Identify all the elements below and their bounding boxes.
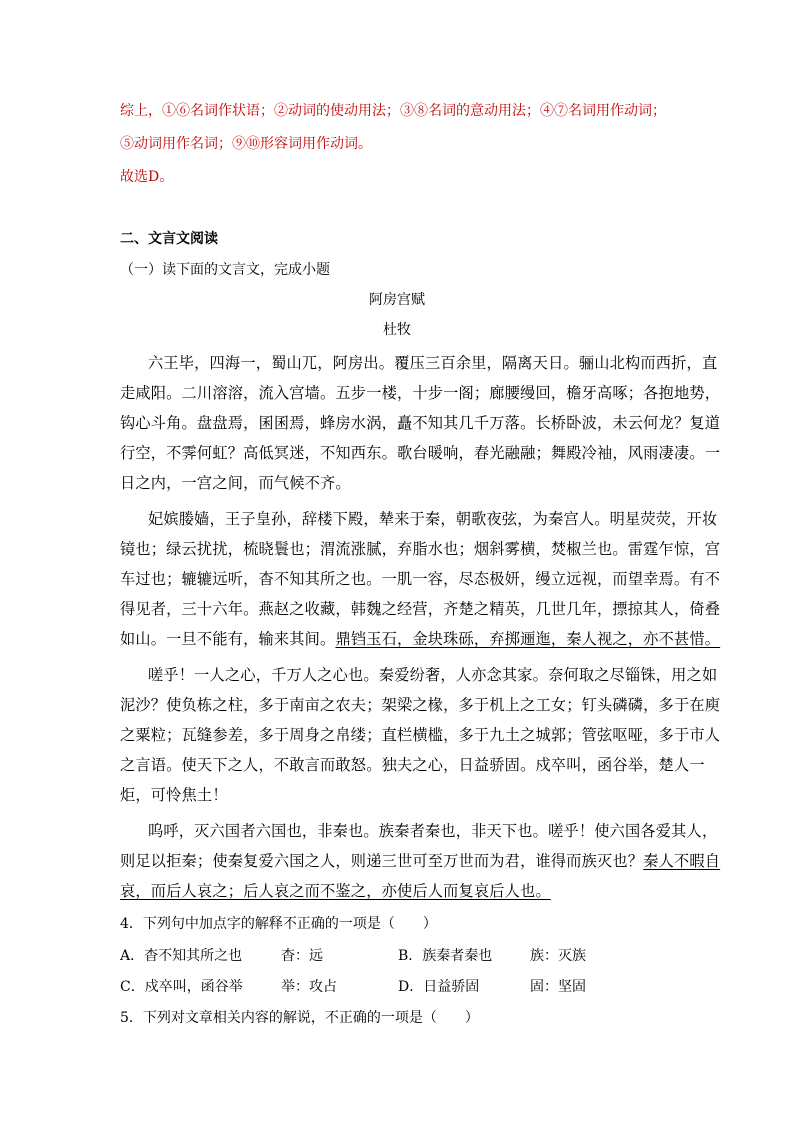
passage-line: 日之内，一宫之间，而气候不齐。 (120, 474, 351, 492)
underlined-sentence: 鼎铛玉石，金块珠砾，弃掷逦迤，秦人视之，亦不甚惜。 (335, 630, 721, 648)
passage-line: 嗟乎！一人之心，千万人之心也。秦爱纷奢，人亦念其家。奈何取之尽锱铢，用之如 (148, 666, 718, 684)
passage-text: 则足以拒秦；使秦复爱六国之人，则递三世可至万世而为君，谁得而族灭也？ (120, 852, 644, 870)
question-4-option-b-gloss: 族：灭族 (530, 948, 586, 964)
passage-line: 炬，可怜焦土！ (120, 786, 228, 804)
question-4-option-a-gloss: 杳：远 (281, 948, 323, 964)
passage-line-underlined (120, 881, 551, 901)
passage-line: 得见者，三十六年。燕赵之收藏，韩魏之经营，齐楚之精英，几世几年，摽掠其人，倚叠 (120, 600, 721, 618)
passage-line-with-underline (120, 629, 720, 649)
question-4-option-a: A．杳不知其所之也 (120, 948, 243, 964)
underlined-sentence: 哀，而后人哀之；后人哀之而不鉴之，亦使后人而复哀后人也。 (120, 882, 551, 900)
answer-choice-line: 故选D。 (120, 169, 174, 185)
answer-summary-line-2: ⑤动词用作名词；⑨⑩形容词用作动词。 (120, 136, 372, 152)
section-subheading: （一）读下面的文言文，完成小题 (120, 262, 330, 278)
question-4-stem: 4．下列句中加点字的解释不正确的一项是（ ） (120, 916, 437, 932)
question-4-option-c: C．戍卒叫，函谷举 (120, 979, 243, 995)
question-4-option-b: B．族秦者秦也 (398, 948, 493, 964)
passage-line: 妃嫔媵嫱，王子皇孙，辞楼下殿，辇来于秦，朝歌夜弦，为秦宫人。明星荧荧，开妆 (148, 510, 718, 528)
question-4-option-c-gloss: 举：攻占 (281, 979, 337, 995)
passage-author: 杜牧 (383, 322, 411, 338)
passage-line: 车过也；辘辘远听，杳不知其所之也。一肌一容，尽态极妍，缦立远视，而望幸焉。有不 (120, 570, 721, 588)
passage-line: 之言语。使天下之人，不敢言而敢怒。独夫之心，日益骄固。戍卒叫，函谷举，楚人一 (120, 756, 705, 774)
passage-text: 如山。一旦不能有，输来其间。 (120, 630, 336, 648)
passage-line: 六王毕，四海一，蜀山兀，阿房出。覆压三百余里，隔离天日。骊山北构而西折，直 (148, 354, 718, 372)
passage-line: 之粟粒；瓦缝参差，多于周身之帛缕；直栏横槛，多于九土之城郭；管弦呕哑，多于市人 (120, 726, 721, 744)
passage-line: 呜呼，灭六国者六国也，非秦也。族秦者秦也，非天下也。嗟乎！使六国各爱其人， (148, 822, 718, 840)
answer-summary-line-1: 综上，①⑥名词作状语；②动词的使动用法；③⑧名词的意动用法；④⑦名词用作动词； (120, 103, 666, 119)
passage-line-with-underline (120, 851, 720, 871)
question-5-stem: 5．下列对文章相关内容的解说，不正确的一项是（ ） (120, 1010, 479, 1026)
passage-line: 钩心斗角。盘盘焉，囷囷焉，蜂房水涡，矗不知其几千万落。长桥卧波，未云何龙？复道 (120, 414, 721, 432)
passage-line: 镜也；绿云扰扰，梳晓鬟也；渭流涨腻，弃脂水也；烟斜雾横，焚椒兰也。雷霆乍惊，宫 (120, 540, 721, 558)
underlined-sentence: 秦人不暇自 (643, 852, 721, 870)
passage-line: 行空，不霁何虹？高低冥迷，不知西东。歌台暖响，春光融融；舞殿冷袖，风雨凄凄。一 (120, 444, 721, 462)
question-4-option-d-gloss: 固：坚固 (530, 979, 586, 995)
passage-line: 走咸阳。二川溶溶，流入宫墙。五步一楼，十步一阁；廊腰缦回，檐牙高啄；各抱地势， (120, 384, 721, 402)
passage-title: 阿房宫赋 (369, 292, 425, 308)
question-4-option-d: D．日益骄固 (398, 979, 480, 995)
section-heading: 二、文言文阅读 (120, 231, 218, 247)
passage-line: 泥沙？使负栋之柱，多于南亩之农夫；架梁之椽，多于机上之工女；钉头磷磷，多于在庾 (120, 696, 721, 714)
